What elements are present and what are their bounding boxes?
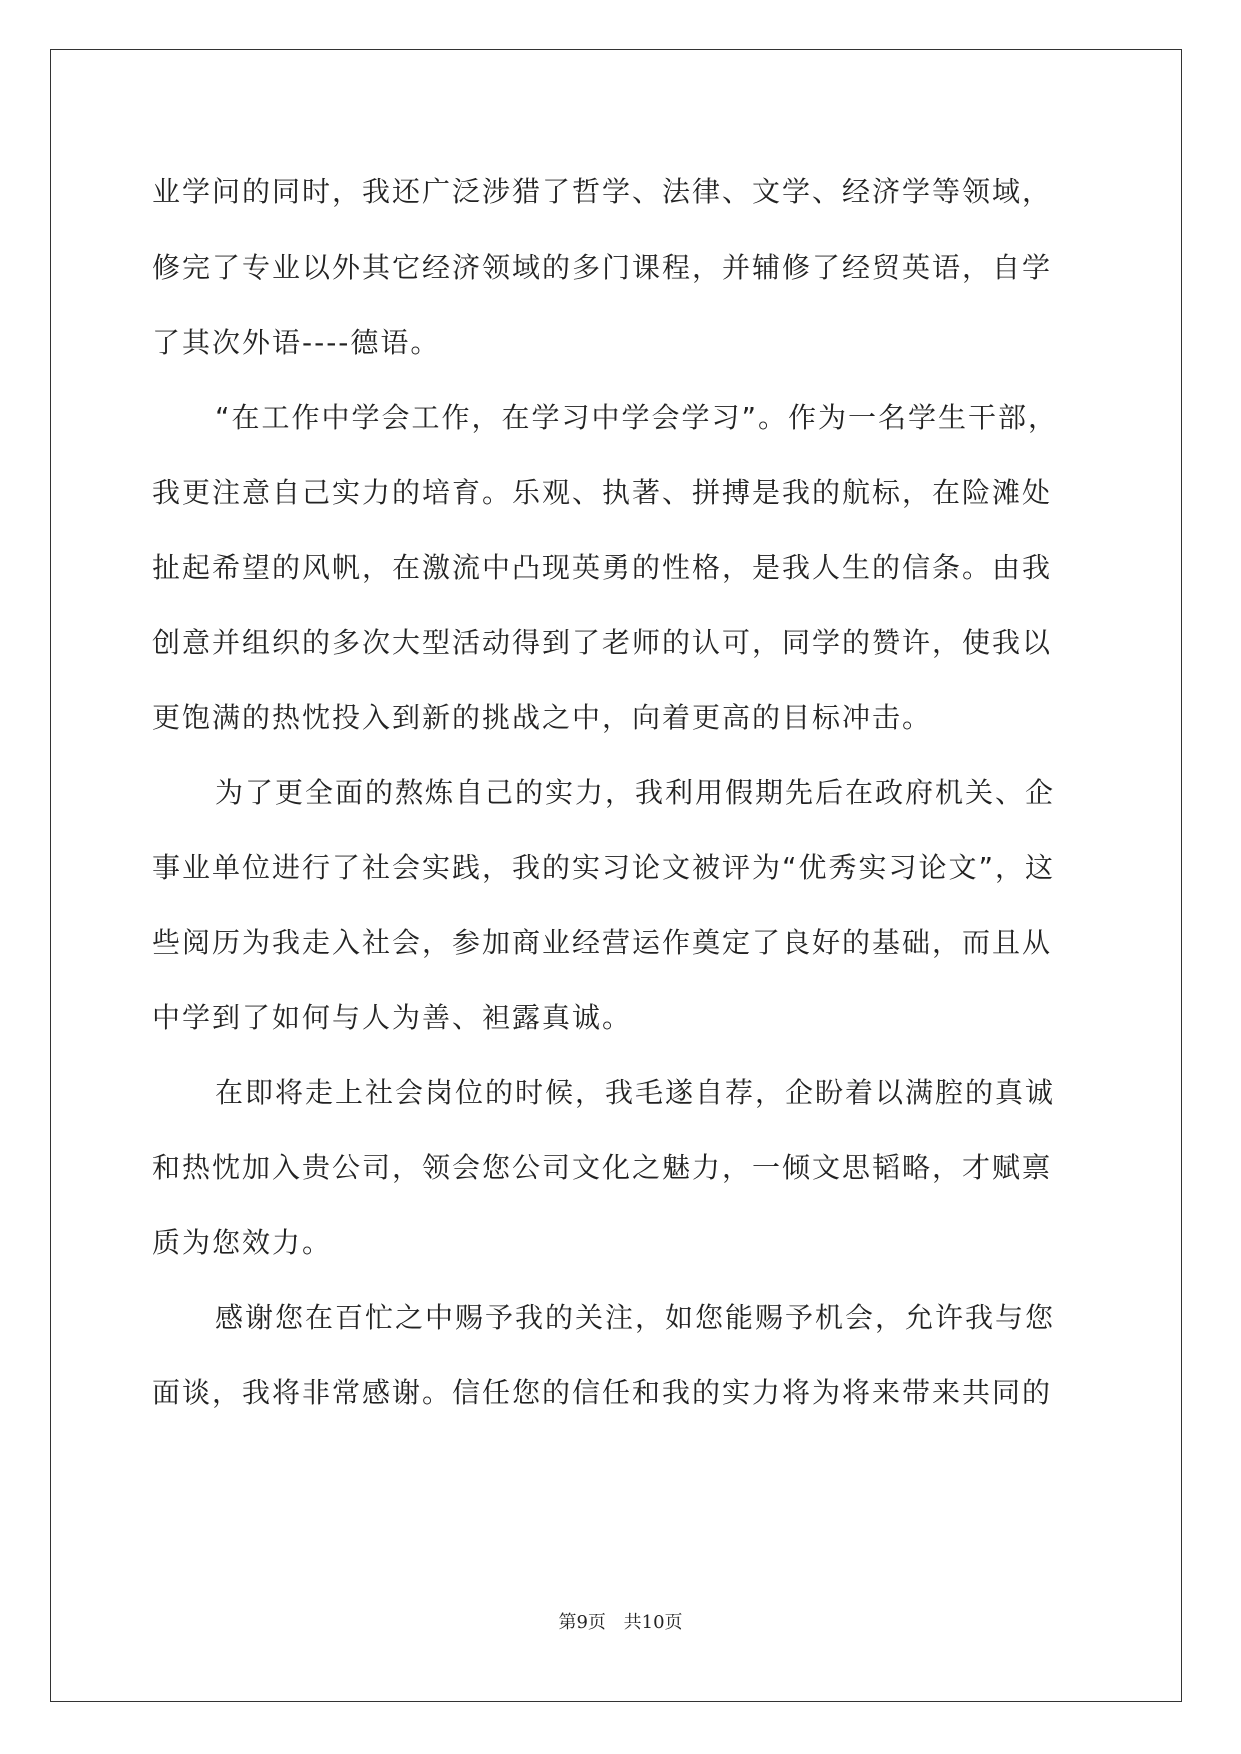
text-line: 了其次外语----德语。: [152, 326, 441, 359]
page-total: 共10页: [623, 1612, 683, 1633]
text-line: 感谢您在百忙之中赐予我的关注，如您能赐予机会，允许我与您: [215, 1301, 1056, 1334]
text-line: 事业单位进行了社会实践，我的实习论文被评为“优秀实习论文”，这: [152, 851, 1056, 884]
text-line: “在工作中学会工作，在学习中学会学习”。作为一名学生干部，: [215, 401, 1059, 434]
text-line: 为了更全面的熬炼自己的实力，我利用假期先后在政府机关、企: [215, 776, 1056, 809]
text-line: 面谈，我将非常感谢。信任您的信任和我的实力将为将来带来共同的: [152, 1376, 1053, 1409]
text-line: 业学问的同时，我还广泛涉猎了哲学、法律、文学、经济学等领域，: [152, 175, 1053, 208]
text-line: 更饱满的热忱投入到新的挑战之中，向着更高的目标冲击。: [152, 701, 933, 734]
text-line: 质为您效力。: [152, 1226, 333, 1259]
text-line: 我更注意自己实力的培育。乐观、执著、拼搏是我的航标，在险滩处: [152, 476, 1053, 509]
text-line: 和热忱加入贵公司，领会您公司文化之魅力，一倾文思韬略，才赋禀: [152, 1151, 1053, 1184]
text-line: 些阅历为我走入社会，参加商业经营运作奠定了良好的基础，而且从: [152, 926, 1053, 959]
text-line: 修完了专业以外其它经济领域的多门课程，并辅修了经贸英语，自学: [152, 251, 1053, 284]
text-line: 中学到了如何与人为善、袒露真诚。: [152, 1001, 633, 1034]
page-number: 第9页: [558, 1612, 606, 1633]
text-line: 创意并组织的多次大型活动得到了老师的认可，同学的赞许，使我以: [152, 626, 1053, 659]
page-footer: [0, 1608, 1241, 1634]
text-line: 在即将走上社会岗位的时候，我毛遂自荐，企盼着以满腔的真诚: [215, 1076, 1056, 1109]
text-line: 扯起希望的风帆，在激流中凸现英勇的性格，是我人生的信条。由我: [152, 551, 1053, 584]
